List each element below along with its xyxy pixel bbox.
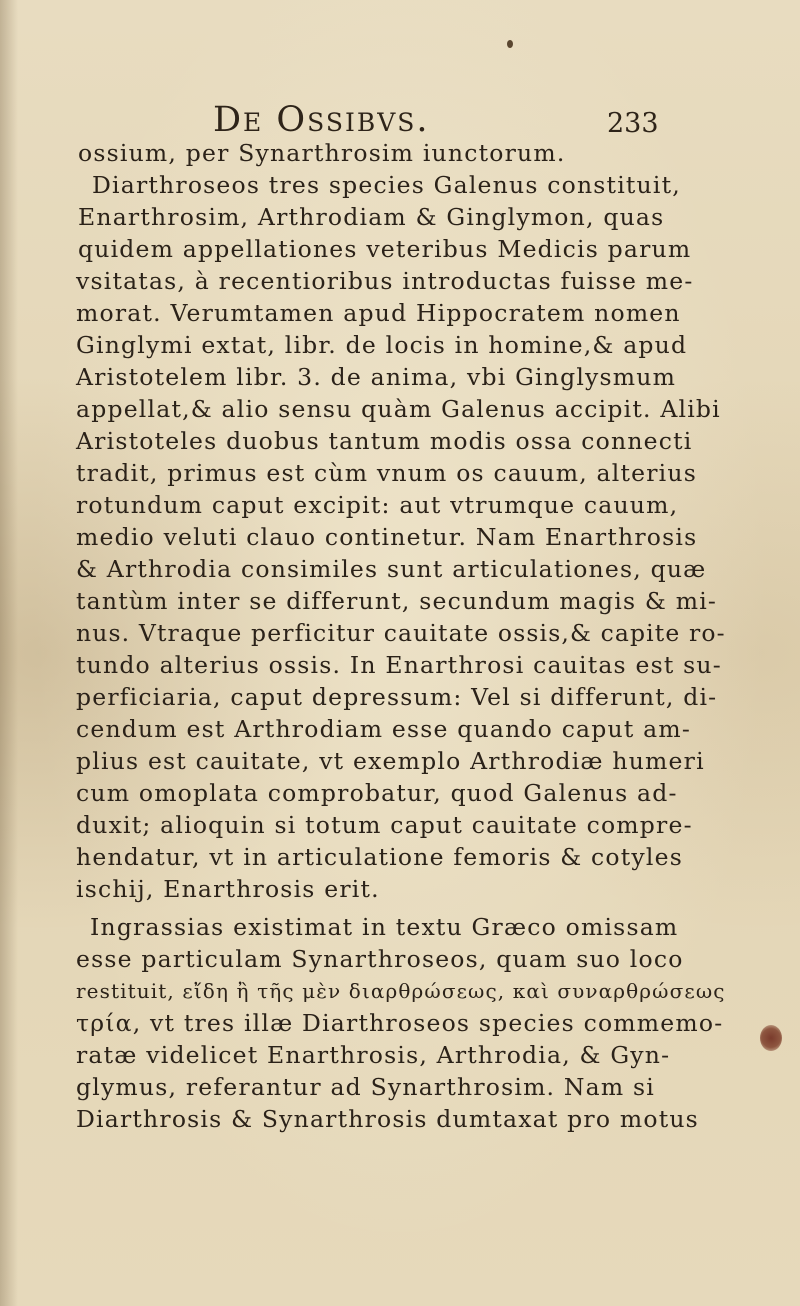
text-line: τρία, vt tres illæ Diarthroseos species commemo- (76, 1009, 724, 1037)
text-line: cendum est Arthrodiam esse quando caput am- (76, 715, 691, 743)
text-line: duxit; alioquin si totum caput cauitate compre- (76, 811, 693, 839)
text-line: rotundum caput excipit: aut vtrumque cauum, (76, 491, 679, 519)
text-line: cum omoplata comprobatur, quod Galenus ad- (76, 779, 678, 807)
text-line: ratæ videlicet Enarthrosis, Arthrodia, & Gyn- (76, 1041, 671, 1069)
text-line: plius est cauitate, vt exemplo Arthrodiæ humeri (76, 747, 705, 775)
text-line: tantùm inter se differunt, secundum magis & mi- (76, 587, 718, 615)
text-line: Aristotelem libr. 3. de anima, vbi Ginglysmum (76, 363, 677, 391)
text-line: Enarthrosim, Arthrodiam & Ginglymon, quas (78, 203, 665, 231)
text-line: tundo alterius ossis. In Enarthrosi cauitas est su- (76, 651, 722, 679)
running-head-title: De Ossibvs. (213, 100, 430, 140)
text-line: nus. Vtraque perficitur cauitate ossis,& capite ro- (76, 619, 726, 647)
text-line: restituit, εἴδη ἢ τῆς μὲν διαρθρώσεως, καὶ συναρθρώσεως (76, 979, 726, 1003)
text-line: ossium, per Synarthrosim iunctorum. (78, 139, 566, 167)
text-line: esse particulam Synarthroseos, quam suo loco (76, 945, 684, 973)
text-line: medio veluti clauo continetur. Nam Enarthrosis (76, 523, 698, 551)
text-line: morat. Verumtamen apud Hippocratem nomen (76, 299, 681, 327)
ink-speck (507, 40, 513, 48)
running-head (0, 98, 800, 142)
page-edge-shadow (0, 0, 18, 1306)
text-line: ischij, Enarthrosis erit. (76, 875, 380, 903)
text-line: Aristoteles duobus tantum modis ossa connecti (76, 427, 693, 455)
page-number: 233 (607, 108, 659, 139)
text-line: hendatur, vt in articulatione femoris & cotyles (76, 843, 683, 871)
text-line: Diarthrosis & Synarthrosis dumtaxat pro motus (76, 1105, 699, 1133)
text-line: perficiaria, caput depressum: Vel si differunt, di- (76, 683, 718, 711)
text-line: appellat,& alio sensu quàm Galenus accipit. Alibi (76, 395, 721, 423)
text-line: glymus, referantur ad Synarthrosim. Nam si (76, 1073, 656, 1101)
text-line: Diarthroseos tres species Galenus constituit, (92, 171, 681, 199)
text-line: & Arthrodia consimiles sunt articulationes, quæ (76, 555, 707, 583)
text-line: vsitatas, à recentioribus introductas fuisse me- (76, 267, 694, 295)
text-line: Ingrassias existimat in textu Græco omissam (90, 913, 679, 941)
red-stain (760, 1025, 782, 1051)
text-line: Ginglymi extat, libr. de locis in homine,& apud (76, 331, 688, 359)
text-line: quidem appellationes veteribus Medicis parum (78, 235, 692, 263)
text-line: tradit, primus est cùm vnum os cauum, alterius (76, 459, 697, 487)
